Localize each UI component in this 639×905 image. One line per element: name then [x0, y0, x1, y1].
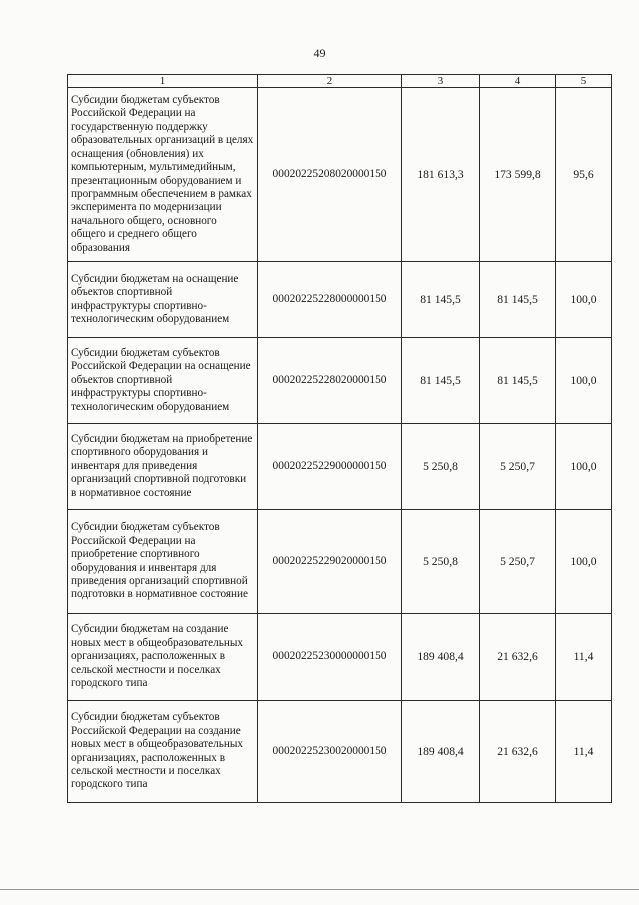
row-plan: 5 250,8: [402, 510, 480, 614]
row-percent: 95,6: [556, 88, 612, 262]
row-actual: 173 599,8: [480, 88, 556, 262]
column-header: 3: [402, 75, 480, 88]
column-header: 5: [556, 75, 612, 88]
row-description: Субсидии бюджетам на оснащение объектов спортивной инфраструктуры спортивно-технологическим оборудованием: [68, 262, 258, 338]
row-actual: 81 145,5: [480, 338, 556, 424]
table-header-row: [68, 75, 612, 88]
row-actual: 21 632,6: [480, 614, 556, 701]
row-plan: 81 145,5: [402, 338, 480, 424]
row-percent: 11,4: [556, 701, 612, 803]
table-row: [68, 424, 612, 510]
row-actual: 21 632,6: [480, 701, 556, 803]
row-percent: 11,4: [556, 614, 612, 701]
table-row: [68, 338, 612, 424]
column-header: 1: [68, 75, 258, 88]
row-actual: 81 145,5: [480, 262, 556, 338]
row-plan: 189 408,4: [402, 614, 480, 701]
row-description: Субсидии бюджетам субъектов Российской Федерации на оснащение объектов спортивной инфраструктуры спортивно-технологическим оборудованием: [68, 338, 258, 424]
table-row: [68, 510, 612, 614]
row-description: Субсидии бюджетам субъектов Российской Федерации на приобретение спортивного оборудования и инвентаря для приведения организаций спортивной подготовки в нормативное состояние: [68, 510, 258, 614]
row-description: Субсидии бюджетам на создание новых мест в общеобразовательных организациях, расположенных в сельской местности и поселках городского типа: [68, 614, 258, 701]
row-code: 00020225230020000150: [258, 701, 402, 803]
row-code: 00020225229000000150: [258, 424, 402, 510]
row-code: 00020225208020000150: [258, 88, 402, 262]
row-percent: 100,0: [556, 262, 612, 338]
page-number: 49: [313, 46, 326, 60]
row-code: 00020225228000000150: [258, 262, 402, 338]
row-description: Субсидии бюджетам субъектов Российской Федерации на государственную поддержку образовательных организаций в целях оснащения (обновления) их компьютерным, мультимедийным, презентационным оборудованием и программным обеспечением в рамках эксперимента по модернизации начального общего, основного общего и среднего общего образования: [68, 88, 258, 262]
row-percent: 100,0: [556, 510, 612, 614]
row-code: 00020225229020000150: [258, 510, 402, 614]
column-header: 4: [480, 75, 556, 88]
row-actual: 5 250,7: [480, 424, 556, 510]
budget-table: [67, 74, 612, 803]
row-percent: 100,0: [556, 338, 612, 424]
column-header: 2: [258, 75, 402, 88]
row-code: 00020225228020000150: [258, 338, 402, 424]
row-plan: 189 408,4: [402, 701, 480, 803]
page-bottom-rule: [0, 889, 639, 890]
table-row: [68, 614, 612, 701]
table-row: [68, 701, 612, 803]
row-code: 00020225230000000150: [258, 614, 402, 701]
row-description: Субсидии бюджетам на приобретение спортивного оборудования и инвентаря для приведения организаций спортивной подготовки в нормативное состояние: [68, 424, 258, 510]
row-description: Субсидии бюджетам субъектов Российской Федерации на создание новых мест в общеобразовательных организациях, расположенных в сельской местности и поселках городского типа: [68, 701, 258, 803]
row-plan: 81 145,5: [402, 262, 480, 338]
table-row: [68, 262, 612, 338]
row-actual: 5 250,7: [480, 510, 556, 614]
row-percent: 100,0: [556, 424, 612, 510]
row-plan: 181 613,3: [402, 88, 480, 262]
table-row: [68, 88, 612, 262]
row-plan: 5 250,8: [402, 424, 480, 510]
